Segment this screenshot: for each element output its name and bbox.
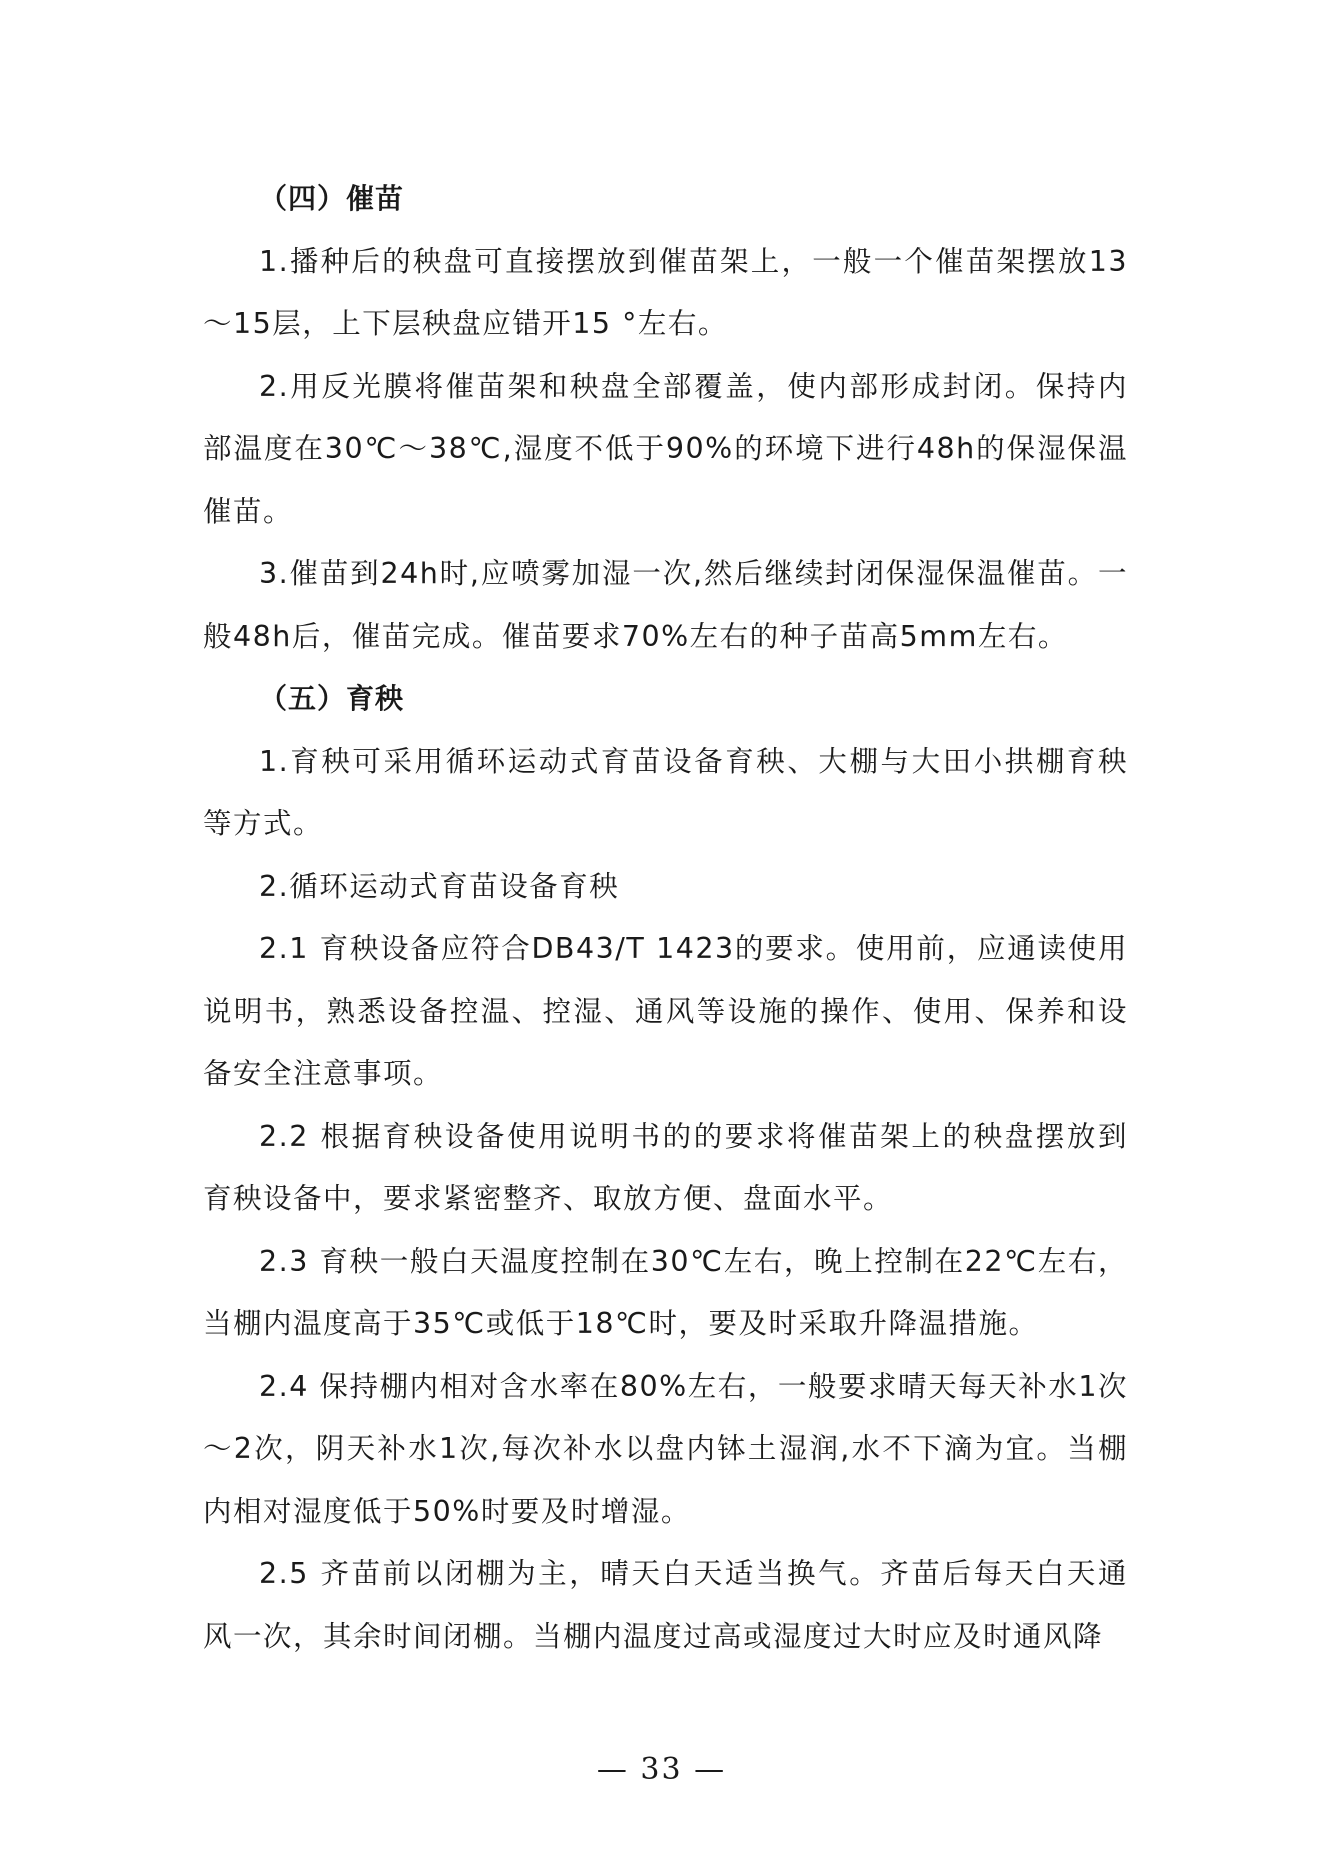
paragraph: 2.3 育秧一般白天温度控制在30℃左右，晚上控制在22℃左右，当棚内温度高于35℃或低于18℃时，要及时采取升降温措施。 — [203, 1244, 1128, 1340]
page-number: — 33 — — [596, 1752, 727, 1787]
section-heading-yuyang: （五）育秧 — [259, 682, 405, 715]
paragraph: 2.4 保持棚内相对含水率在80%左右，一般要求晴天每天补水1次～2次，阴天补水1次,每次补水以盘内钵土湿润,水不下滴为宜。当棚内相对湿度低于50%时要及时增湿。 — [203, 1369, 1128, 1528]
paragraph: 3.催苗到24h时,应喷雾加湿一次,然后继续封闭保湿保温催苗。一般48h后，催苗完成。催苗要求70%左右的种子苗高5mm左右。 — [203, 557, 1128, 653]
paragraph: 1.育秧可采用循环运动式育苗设备育秧、大棚与大田小拱棚育秧等方式。 — [203, 744, 1128, 840]
section-heading-cuimiao: （四）催苗 — [259, 182, 405, 215]
paragraph: 2.5 齐苗前以闭棚为主，晴天白天适当换气。齐苗后每天白天通风一次，其余时间闭棚。当棚内温度过高或湿度过大时应及时通风降 — [203, 1557, 1128, 1653]
paragraph: 2.1 育秧设备应符合DB43/T 1423的要求。使用前，应通读使用说明书，熟悉设备控温、控湿、通风等设施的操作、使用、保养和设备安全注意事项。 — [203, 932, 1128, 1090]
paragraph: 2.用反光膜将催苗架和秧盘全部覆盖，使内部形成封闭。保持内部温度在30℃～38℃,湿度不低于90%的环境下进行48h的保湿保温催苗。 — [203, 369, 1128, 528]
paragraph: 2.循环运动式育苗设备育秧 — [259, 869, 620, 903]
paragraph: 1.播种后的秧盘可直接摆放到催苗架上，一般一个催苗架摆放13～15层，上下层秧盘应错开15 °左右。 — [203, 244, 1128, 340]
paragraph: 2.2 根据育秧设备使用说明书的的要求将催苗架上的秧盘摆放到育秧设备中，要求紧密整齐、取放方便、盘面水平。 — [203, 1119, 1128, 1215]
document-body — [203, 168, 1128, 1668]
